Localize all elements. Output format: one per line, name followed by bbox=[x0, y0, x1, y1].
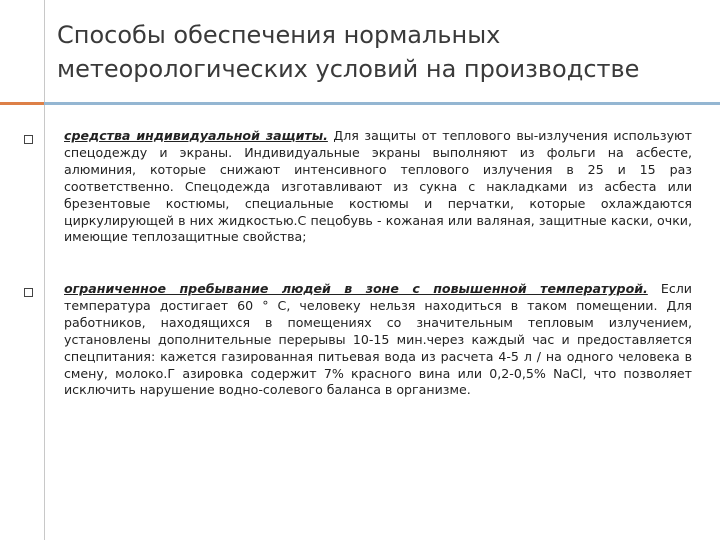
title-divider-accent bbox=[0, 102, 44, 105]
left-guide-line bbox=[44, 0, 45, 540]
bullet-text: Если температура достигает 60 ° С, человеку нельзя находиться в таком помещении. Для работников, находящихся в помещениях со значительным тепловым излучением, установлены дополнительные перерывы 10-15 мин.через каждый час и предоставляется спецпитания: кажется газированная питьевая вода из расчета 4-5 л / на одного человека в смену, молоко.Г азировка содержит 7% красного вина или 0,2-0,5% NaCl, что позволяет исключить нарушение водно-солевого баланса в организме. bbox=[64, 281, 692, 398]
slide-title: Способы обеспечения нормальных метеорологических условий на производстве bbox=[57, 21, 640, 83]
title-divider bbox=[44, 102, 720, 105]
bullet-item-protective-equipment bbox=[64, 128, 692, 246]
square-bullet-icon bbox=[24, 135, 33, 144]
bullet-item-limited-stay bbox=[64, 281, 692, 399]
square-bullet-icon bbox=[24, 288, 33, 297]
bullet-lead: ограниченное пребывание людей в зоне с повышенной температурой. bbox=[64, 281, 648, 296]
bullet-lead: средства индивидуальной защиты. bbox=[64, 128, 328, 143]
bullet-text: Для защиты от теплового вы-излучения используют спецодежду и экраны. Индивидуальные экраны выполняют из фольги на асбесте, алюминия, которые снижают интенсивного теплового излучения в 25 и 15 раз соответственно. Спецодежда изготавливают из сукна с накладками из асбеста или брезентовые костюмы, специальные костюмы и перчатки, которые охлаждаются циркулирующей в них жидкостью.С пецобувь - кожаная или валяная, защитные каски, очки, имеющие теплозащитные свойства; bbox=[64, 128, 692, 245]
